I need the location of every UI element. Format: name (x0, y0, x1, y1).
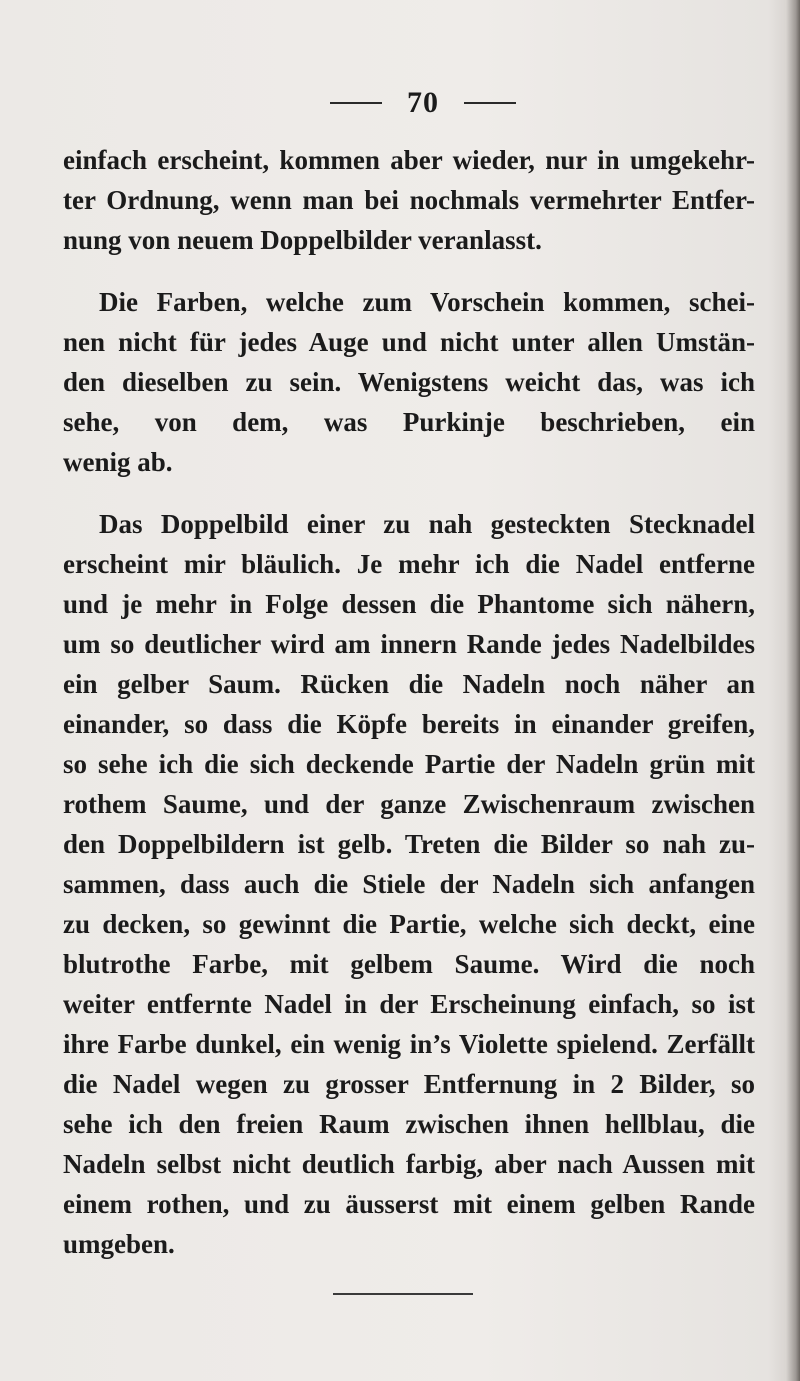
text-line: wenig ab. (63, 447, 173, 477)
text-line: weiter entfernte Nadel in der Erscheinung einfach, so ist (63, 989, 755, 1019)
text-line: einem rothen, und zu äusserst mit einem gelben Rande (63, 1189, 755, 1219)
footer-rule (333, 1293, 473, 1295)
text-line: sammen, dass auch die Stiele der Nadeln sich anfangen (63, 869, 755, 899)
header-rule-right (464, 102, 516, 104)
header-rule-left (330, 102, 382, 104)
text-line: nen nicht für jedes Auge und nicht unter allen Umstän- (63, 327, 755, 357)
text-line: ihre Farbe dunkel, ein wenig in’s Violette spielend. Zerfällt (63, 1029, 755, 1059)
text-line: um so deutlicher wird am innern Rande jedes Nadelbildes (63, 629, 755, 659)
text-line: Die Farben, welche zum Vorschein kommen, schei- (99, 287, 755, 317)
text-line: blutrothe Farbe, mit gelbem Saume. Wird die noch (63, 949, 755, 979)
body-text (63, 140, 755, 1264)
text-line: Nadeln selbst nicht deutlich farbig, aber nach Aussen mit (63, 1149, 755, 1179)
text-line: die Nadel wegen zu grosser Entfernung in 2 Bilder, so (63, 1069, 755, 1099)
text-line: sehe, von dem, was Purkinje beschrieben, ein (63, 407, 755, 437)
text-line: umgeben. (63, 1229, 175, 1259)
text-line: sehe ich den freien Raum zwischen ihnen hellblau, die (63, 1109, 755, 1139)
text-line: rothem Saume, und der ganze Zwischenraum zwischen (63, 789, 755, 819)
text-line: einfach erscheint, kommen aber wieder, nur in umgekehr- (63, 145, 755, 175)
paragraph-3 (63, 504, 755, 1264)
text-line: nung von neuem Doppelbilder veranlasst. (63, 225, 542, 255)
paragraph-1 (63, 140, 755, 260)
text-line: zu decken, so gewinnt die Partie, welche sich deckt, eine (63, 909, 755, 939)
page-header (330, 86, 516, 120)
paragraph-2 (63, 282, 755, 482)
text-line: erscheint mir bläulich. Je mehr ich die Nadel entferne (63, 549, 755, 579)
text-line: Das Doppelbild einer zu nah gesteckten Stecknadel (99, 509, 755, 539)
text-line: den dieselben zu sein. Wenigstens weicht das, was ich (63, 367, 755, 397)
text-line: ter Ordnung, wenn man bei nochmals vermehrter Entfer- (63, 185, 755, 215)
text-line: so sehe ich die sich deckende Partie der Nadeln grün mit (63, 749, 755, 779)
text-line: und je mehr in Folge dessen die Phantome sich nähern, (63, 589, 755, 619)
page-edge-shadow (786, 0, 800, 1381)
text-line: einander, so dass die Köpfe bereits in einander greifen, (63, 709, 755, 739)
text-line: ein gelber Saum. Rücken die Nadeln noch näher an (63, 669, 755, 699)
text-line: den Doppelbildern ist gelb. Treten die Bilder so nah zu- (63, 829, 755, 859)
page-number: 70 (407, 86, 439, 119)
